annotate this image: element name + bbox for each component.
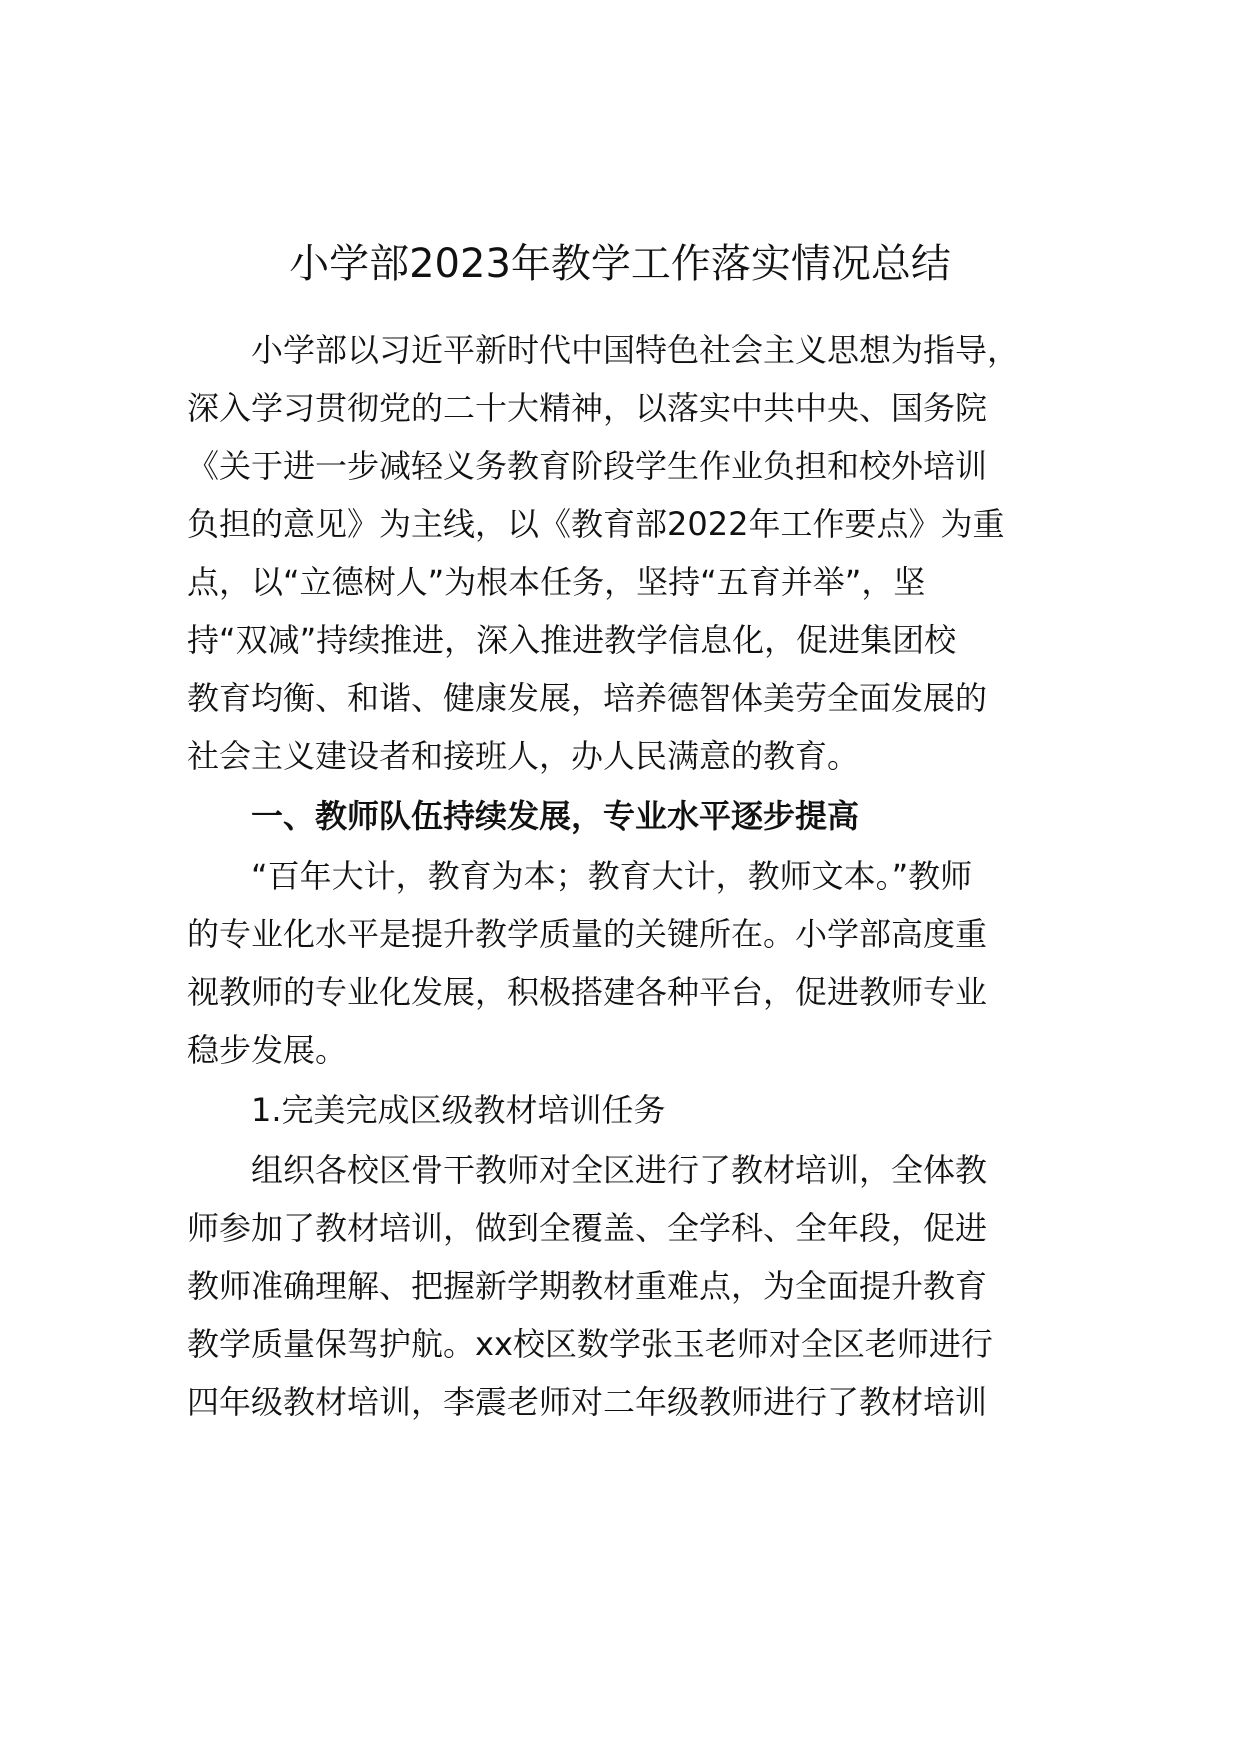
paragraph-1-line-7: 教育均衡、和谐、健康发展，培养德智体美劳全面发展的 bbox=[187, 679, 988, 717]
paragraph-1-line-3: 《关于进一步减轻义务教育阶段学生作业负担和校外培训 bbox=[187, 447, 988, 485]
paragraph-3-line-3: 教师准确理解、把握新学期教材重难点，为全面提升教育 bbox=[187, 1267, 988, 1305]
paragraph-1-line-4: 负担的意见》为主线，以《教育部2022年工作要点》为重 bbox=[187, 505, 1005, 543]
paragraph-1-line-2: 深入学习贯彻党的二十大精神，以落实中共中央、国务院 bbox=[187, 389, 988, 427]
section-heading-1: 一、教师队伍持续发展，专业水平逐步提高 bbox=[251, 797, 860, 835]
document-title: 小学部2023年教学工作落实情况总结 bbox=[289, 241, 951, 287]
paragraph-3-line-1: 组织各校区骨干教师对全区进行了教材培训，全体教 bbox=[251, 1151, 988, 1189]
paragraph-1-line-5: 点，以“立德树人”为根本任务，坚持“五育并举”，坚 bbox=[187, 563, 926, 601]
paragraph-3-line-5: 四年级教材培训，李震老师对二年级教师进行了教材培训 bbox=[187, 1383, 988, 1421]
paragraph-2-line-1: “百年大计，教育为本；教育大计，教师文本。”教师 bbox=[251, 857, 973, 895]
paragraph-1-line-6: 持“双减”持续推进，深入推进教学信息化，促进集团校 bbox=[187, 621, 957, 659]
paragraph-3-line-4: 教学质量保驾护航。xx校区数学张玉老师对全区老师进行 bbox=[187, 1325, 993, 1363]
paragraph-2-line-2: 的专业化水平是提升教学质量的关键所在。小学部高度重 bbox=[187, 915, 988, 953]
paragraph-2-line-3: 视教师的专业化发展，积极搭建各种平台，促进教师专业 bbox=[187, 973, 988, 1011]
subheading-1: 1.完美完成区级教材培训任务 bbox=[251, 1091, 666, 1129]
paragraph-1-line-8: 社会主义建设者和接班人，办人民满意的教育。 bbox=[187, 737, 860, 775]
paragraph-2-line-4: 稳步发展。 bbox=[187, 1031, 348, 1069]
paragraph-3-line-2: 师参加了教材培训，做到全覆盖、全学科、全年段，促进 bbox=[187, 1209, 988, 1247]
paragraph-1-line-1: 小学部以习近平新时代中国特色社会主义思想为指导， bbox=[251, 331, 1020, 369]
